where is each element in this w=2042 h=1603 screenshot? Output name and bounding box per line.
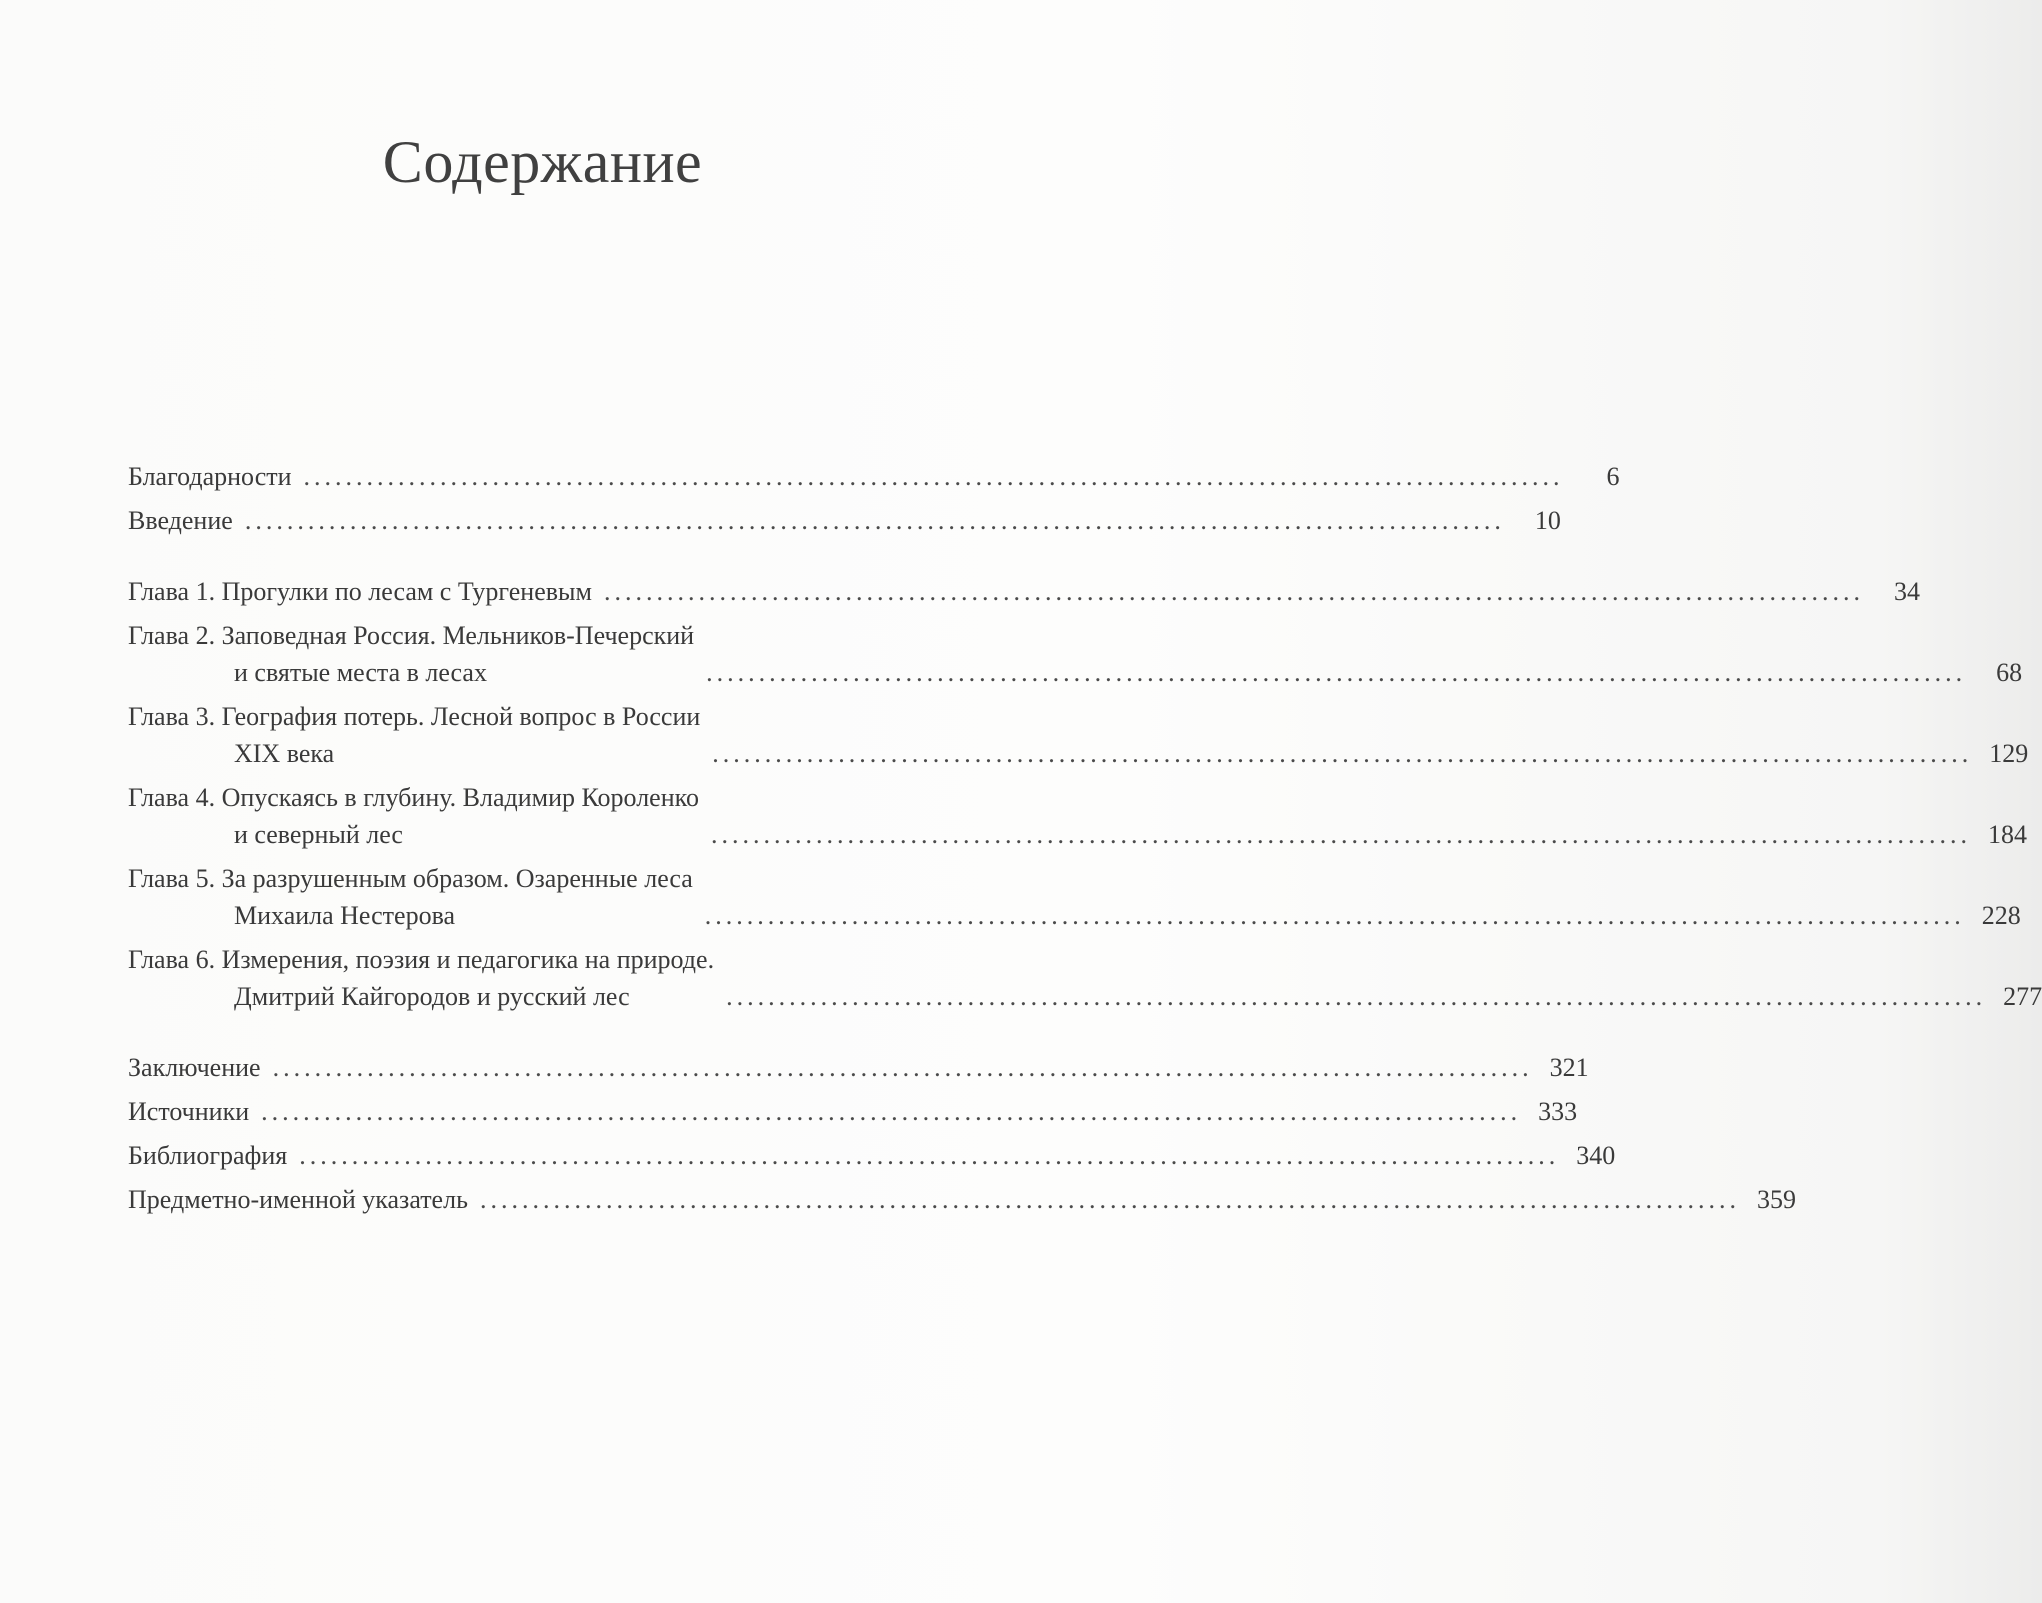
toc-entry-bibliography <box>128 1137 1616 1174</box>
dot-leader: ........................................................................................................................ <box>706 658 1967 687</box>
dot-leader: ........................................................................................................................ <box>726 982 1987 1011</box>
toc-entry-title: Источники <box>128 1097 250 1126</box>
toc-entry-index <box>128 1181 1796 1218</box>
dot-leader: ........................................................................................................................ <box>244 506 1505 535</box>
toc-page-number: 184 <box>1987 820 2027 849</box>
toc-entry-chapter-6 <box>128 941 2042 1015</box>
toc-page-number: 333 <box>1538 1097 1578 1126</box>
toc-entry-title: Глава 5. За разрушенным образом. Озаренные леса Михаила Нестерова <box>128 864 693 930</box>
toc-entry-chapter-5 <box>128 860 2021 934</box>
dot-leader: ........................................................................................................................ <box>603 577 1864 606</box>
toc-entry-title: Глава 1. Прогулки по лесам с Тургеневым <box>128 577 592 606</box>
dot-leader: ........................................................................................................................ <box>712 739 1973 768</box>
toc-entry-title: Глава 4. Опускаясь в глубину. Владимир Короленко и северный лес <box>128 783 699 849</box>
toc-page-number: 10 <box>1534 506 1561 535</box>
toc-entry-title: Введение <box>128 506 233 535</box>
toc-page-number: 277 <box>2003 982 2042 1011</box>
dot-leader: ........................................................................................................................ <box>272 1053 1533 1082</box>
toc-page-number: 129 <box>1989 739 2029 768</box>
toc-page-number: 359 <box>1756 1185 1796 1214</box>
toc-entry-sources <box>128 1093 1578 1130</box>
table-of-contents <box>128 458 2042 1225</box>
dot-leader: ........................................................................................................................ <box>704 901 1965 930</box>
dot-leader: ........................................................................................................................ <box>479 1185 1740 1214</box>
toc-entry-chapter-3 <box>128 698 2029 772</box>
toc-entry-title: Библиография <box>128 1141 288 1170</box>
page-title: Содержание <box>382 129 703 195</box>
toc-entry-introduction <box>128 502 1561 539</box>
dot-leader: ........................................................................................................................ <box>710 820 1971 849</box>
toc-entry-title: Благодарности <box>128 462 292 491</box>
toc-page-number: 340 <box>1576 1141 1616 1170</box>
toc-entry-title: Заключение <box>128 1053 261 1082</box>
toc-entry-chapter-2 <box>128 617 2023 691</box>
toc-entry-chapter-1 <box>128 573 1920 610</box>
toc-entry-title: Глава 3. География потерь. Лесной вопрос в России XIX века <box>128 702 701 768</box>
toc-page-number: 321 <box>1549 1053 1589 1082</box>
toc-page-number: 34 <box>1893 577 1920 606</box>
toc-entry-title: Глава 2. Заповедная Россия. Мельников-Печерский и святые места в лесах <box>128 621 695 687</box>
toc-page-number: 68 <box>1996 658 2023 687</box>
toc-entry-acknowledgements <box>128 458 1620 495</box>
toc-entry-conclusion <box>128 1049 1589 1086</box>
dot-leader: ........................................................................................................................ <box>299 1141 1560 1170</box>
dot-leader: ........................................................................................................................ <box>303 462 1564 491</box>
toc-entry-chapter-4 <box>128 779 2027 853</box>
dot-leader: ........................................................................................................................ <box>261 1097 1522 1126</box>
toc-entry-title: Глава 6. Измерения, поэзия и педагогика на природе. Дмитрий Кайгородов и русский лес <box>128 945 715 1011</box>
toc-entry-title: Предметно-именной указатель <box>128 1185 468 1214</box>
toc-page-number: 6 <box>1606 462 1620 491</box>
toc-page-number: 228 <box>1981 901 2021 930</box>
